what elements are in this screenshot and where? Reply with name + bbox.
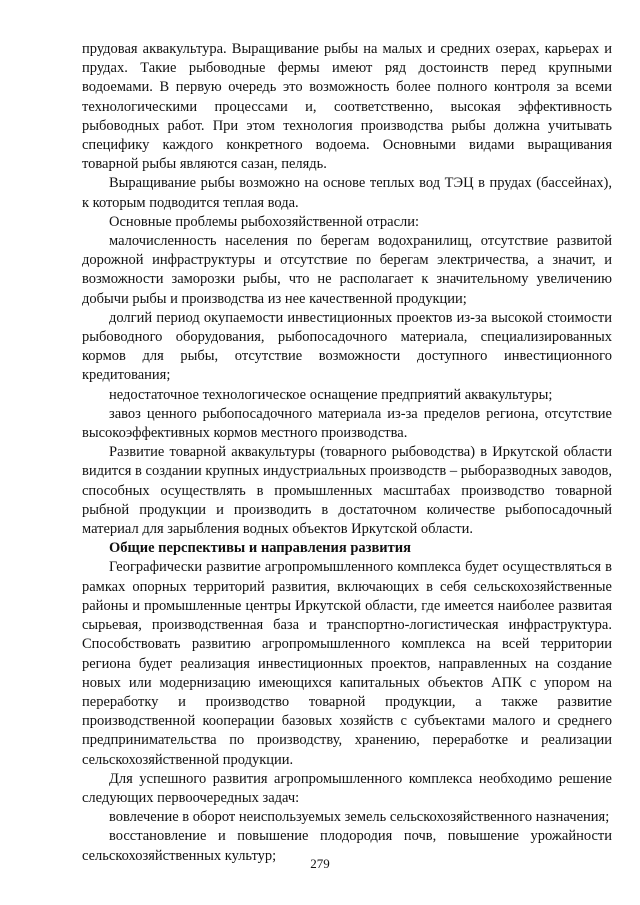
paragraph-geographic-development: Географически развитие агропромышленного комплекса будет осуществляться в рамках опорных территорий развития, включающих в себя сельскохозяйственные районы и промышленные центры Иркутской области, где имеется наиболее развитая сырьевая, производственная база и транспортно-логистическая инфраструктура. Способствовать развитию агропромышленного комплекса на всей территории региона будет реализация инвестиционных проектов, направленных на создание новых или модернизацию имеющихся капитальных объектов АПК с упором на переработку и производство товарной продукции, а также развитие производственной кооперации базовых хозяйств с субъектами малого и среднего предпринимательства по производству, хранению, переработке и реализации сельскохозяйственной продукции. (82, 559, 612, 768)
paragraph-problem-equipment: недостаточное технологическое оснащение предприятий аквакультуры; (109, 386, 553, 403)
section-heading: Общие перспективы и направления развития (109, 540, 411, 557)
page-number: 279 (310, 856, 330, 871)
paragraph-priority-tasks-intro: Для успешного развития агропромышленного комплекса необходимо решение следующих первоочередных задач: (82, 770, 612, 806)
paragraph-problem-payback: долгий период окупаемости инвестиционных проектов из-за высокой стоимости рыбоводного оборудования, рыбопосадочного материала, специализированных кормов для рыбы, отсутствие возможности доступного инвестиционного кредитования; (82, 309, 612, 384)
document-page (82, 40, 612, 866)
paragraph-thermal-waters: Выращивание рыбы возможно на основе теплых вод ТЭЦ в прудах (бассейнах), к которым подводится теплая вода. (82, 175, 612, 211)
paragraph-aquaculture-ponds: прудовая аквакультура. Выращивание рыбы на малых и средних озерах, карьерах и прудах. Такие рыбоводные фермы имеют ряд достоинств перед крупными водоемами. В первую очередь это возможность более полного контроля за всеми технологическими процессами и, соответственно, высокая эффективность рыбоводных работ. При этом технология производства рыбы должна учитывать специфику каждого конкретного водоема. Основными видами выращивания товарной рыбы являются сазан, пелядь. (82, 41, 612, 173)
paragraph-problem-import: завоз ценного рыбопосадочного материала из-за пределов региона, отсутствие высокоэффективных кормов местного производства. (82, 405, 612, 442)
paragraph-main-problems-intro: Основные проблемы рыбохозяйственной отрасли: (109, 213, 420, 230)
paragraph-problem-population: малочисленность населения по берегам водохранилищ, отсутствие развитой дорожной инфраструктуры и отсутствие по берегам электричества, а значит, и возможности заморозки рыбы, что не располагает к значительному увеличению добычи рыбы и производства из нее качественной продукции; (82, 233, 612, 307)
paragraph-task-land: вовлечение в оборот неиспользуемых земель сельскохозяйственного назначения; (109, 809, 610, 826)
paragraph-task-soil: восстановление и повышение плодородия почв, повышение урожайности сельскохозяйственных культур; (82, 828, 612, 864)
paragraph-commercial-aquaculture: Развитие товарной аквакультуры (товарного рыбоводства) в Иркутской области видится в создании крупных индустриальных производств – рыборазводных заводов, способных осуществлять в промышленных масштабах производство товарной рыбной продукции и производить в достаточном количестве рыбопосадочный материал для зарыбления водных объектов Иркутской области. (82, 444, 612, 538)
